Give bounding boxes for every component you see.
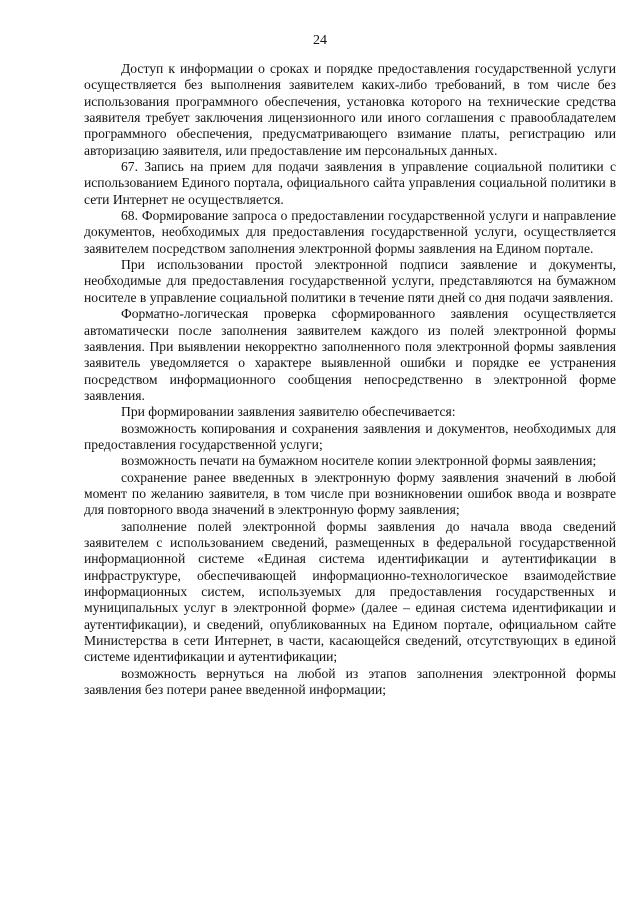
paragraph-provisions-intro: При формировании заявления заявителю обеспечивается: <box>121 404 456 420</box>
paragraph-68-request: 68. Формирование запроса о предоставлении государственной услуги и направление документов, необходимых для предоставления государственной услуги, осуществляется заявителем посредством заполнения электронной формы заявления на Едином портале. <box>84 208 616 256</box>
paragraph-electronic-signature: При использовании простой электронной подписи заявление и документы, необходимые для предоставления государственной услуги, представляются на бумажном носителе в управление социальной политики в течение пяти дней со дня подачи заявления. <box>84 257 616 305</box>
list-item-return-to-step: возможность вернуться на любой из этапов заполнения электронной формы заявления без потери ранее введенной информации; <box>84 665 616 698</box>
list-item-save-values: сохранение ранее введенных в электронную форму заявления значений в любой момент по желанию заявителя, в том числе при возникновении ошибок ввода и возврате для повторного ввода значений в электронную форму заявления; <box>84 469 616 518</box>
paragraph-67-appointment: 67. Запись на прием для подачи заявления в управление социальной политики с использованием Единого портала, официального сайта управления социальной политики в сети Интернет не осуществляется. <box>84 159 616 207</box>
paragraph-format-check: Форматно-логическая проверка сформированного заявления осуществляется автоматически после заполнения заявителем каждого из полей электронной формы заявления. При выявлении некорректно заполненного поля электронной формы заявления заявитель уведомляется о характере выявленной ошибки и порядке ее устранения посредством информационного сообщения непосредственно в электронной форме заявления. <box>84 306 616 403</box>
page-number: 24 <box>313 33 327 48</box>
paragraph-access-info: Доступ к информации о сроках и порядке предоставления государственной услуги осуществляется без выполнения заявителем каких-либо требований, в том числе без использования программного обеспечения, установка которого на технические средства заявителя требует заключения лицензионного или иного соглашения с правообладателем программного обеспечения, предусматривающего взимание платы, регистрацию или авторизацию заявителя, или предоставление им персональных данных. <box>84 61 616 158</box>
list-item-copy-save: возможность копирования и сохранения заявления и документов, необходимых для предоставления государственной услуги; <box>84 420 616 452</box>
list-item-autofill: заполнение полей электронной формы заявления до начала ввода сведений заявителем с использованием сведений, размещенных в федеральной государственной информационной системе «Единая система идентификации и аутентификации в инфраструктуре, обеспечивающей информационно-технологическое взаимодействие информационных систем, используемых для предоставления государственных и муниципальных услуг в электронной форме» (далее – единая система идентификации и аутентификации), и сведений, опубликованных на Едином портале, официальном сайте Министерства в сети Интернет, в части, касающейся сведений, отсутствующих в единой системе идентификации и аутентификации; <box>84 518 616 665</box>
document-body <box>84 61 616 698</box>
list-item-print: возможность печати на бумажном носителе копии электронной формы заявления; <box>121 453 597 469</box>
